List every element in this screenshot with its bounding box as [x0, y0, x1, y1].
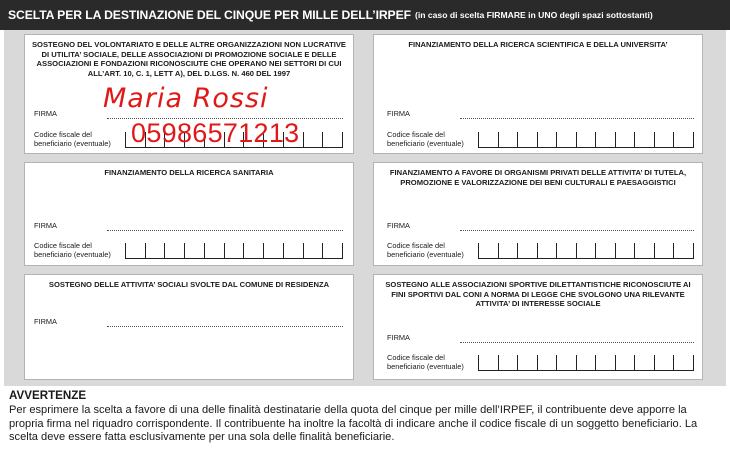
cf-grid[interactable] — [125, 243, 343, 259]
cf-label: Codice fiscale del beneficiario (eventuale) — [387, 353, 464, 371]
choice-box-title: FINANZIAMENTO DELLA RICERCA SCIENTIFICA E DELLA UNIVERSITA’ — [408, 40, 668, 49]
firma-label: FIRMA — [387, 221, 410, 230]
form-header — [0, 0, 730, 30]
cf-label: Codice fiscale del beneficiario (eventuale) — [387, 241, 464, 259]
choice-box-comune — [24, 274, 354, 380]
cf-grid[interactable] — [478, 243, 694, 259]
firma-label: FIRMA — [34, 317, 57, 326]
choice-box-title: FINANZIAMENTO A FAVORE DI ORGANISMI PRIVATI DELLE ATTIVITA’ DI TUTELA, PROMOZIONE E VALORIZZAZIONE DEI BENI CULTURALI E PAESAGGISTICI — [389, 168, 687, 187]
choice-box-title: SOSTEGNO ALLE ASSOCIAZIONI SPORTIVE DILETTANTISTICHE RICONOSCIUTE AI FINI SPORTIVI DAL CONI A NORMA DI LEGGE CHE SVOLGONO UNA RILEVANTE ATTIVITA’ DI INTERESSE SOCIALE — [385, 280, 691, 309]
avvertenze-text: Per esprimere la scelta a favore di una delle finalità destinatarie della quota del cinque per mille dell’IRPEF, il contribuente deve apporre la propria firma nel riquadro corrispondente. Il contribuente ha inoltre la facoltà di indicare anche il codice fiscale di un soggetto beneficiario. La scelta deve essere fatta esclusivamente per una sola delle finalità beneficiarie. — [9, 404, 698, 443]
cf-label: Codice fiscale del beneficiario (eventuale) — [34, 130, 111, 148]
choice-box-ricerca-scientifica — [373, 34, 703, 154]
choice-box-title: SOSTEGNO DEL VOLONTARIATO E DELLE ALTRE ORGANIZZAZIONI NON LUCRATIVE DI UTILITA’ SOCIALE, DELLE ASSOCIAZIONI DI PROMOZIONE SOCIALE E DELLE ASSOCIAZIONI E FONDAZIONI RICONOSCIUTE CHE OPERANO NEI SETTORI DI CUI ALL’ART. 10, C. 1, LETT A), DEL D.LGS. N. 460 DEL 1997 — [31, 40, 346, 79]
cf-label: Codice fiscale del beneficiario (eventuale) — [34, 241, 111, 259]
firma-label: FIRMA — [34, 221, 57, 230]
firma-field[interactable] — [460, 230, 694, 231]
firma-label: FIRMA — [387, 109, 410, 118]
cf-grid[interactable] — [478, 355, 694, 371]
firma-label: FIRMA — [387, 333, 410, 342]
firma-field[interactable] — [107, 326, 343, 327]
choice-box-sport — [373, 274, 703, 380]
form-note: (in caso di scelta FIRMARE in UNO degli spazi sottostanti) — [414, 10, 653, 20]
firma-field[interactable] — [460, 342, 694, 343]
choice-box-volontariato — [24, 34, 354, 154]
choice-box-title: SOSTEGNO DELLE ATTIVITA’ SOCIALI SVOLTE DAL COMUNE DI RESIDENZA — [48, 280, 330, 289]
choice-box-beni-culturali — [373, 162, 703, 266]
form-title: SCELTA PER LA DESTINAZIONE DEL CINQUE PER MILLE DELL’IRPEF — [8, 8, 411, 22]
cf-grid[interactable] — [478, 132, 694, 148]
firma-field[interactable] — [460, 118, 694, 119]
cf-label: Codice fiscale del beneficiario (eventuale) — [387, 130, 464, 148]
handwritten-codice-fiscale: 05986571213 — [131, 118, 300, 148]
firma-label: FIRMA — [34, 109, 57, 118]
choice-box-title: FINANZIAMENTO DELLA RICERCA SANITARIA — [104, 168, 274, 177]
firma-field[interactable] — [107, 230, 343, 231]
avvertenze-title: AVVERTENZE — [9, 389, 87, 402]
choice-box-ricerca-sanitaria — [24, 162, 354, 266]
handwritten-signature: Maria Rossi — [103, 83, 269, 114]
